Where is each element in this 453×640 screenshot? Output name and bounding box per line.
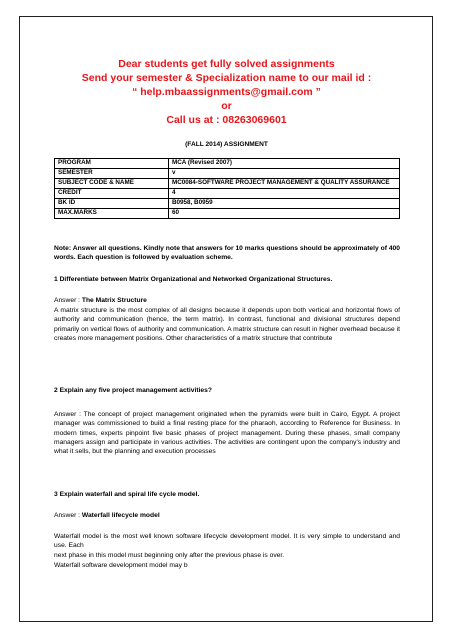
answer-3-prefix: Answer : bbox=[54, 512, 82, 519]
question-2: 2 Explain any five project management activities? bbox=[54, 387, 212, 394]
table-row bbox=[55, 199, 400, 209]
question-1: 1 Differentiate between Matrix Organizational and Networked Organizational Structures. bbox=[54, 276, 333, 283]
answer-1-text: A matrix structure is the most complex of all designs because it depends upon both vertical and horizontal flows of authority and communication (hence, the term matrix). In contrast, functional and divisional structures depend primarily on vertical flows of authority and communication. A matrix structure can result in higher overhead because it creates more management positions. Other characteristics of a matrix structure that contribute bbox=[54, 307, 400, 342]
table-key: PROGRAM bbox=[55, 159, 169, 169]
answer-1-prefix: Answer : bbox=[54, 297, 82, 304]
table-value: MCA (Revised 2007) bbox=[169, 159, 400, 169]
table-value: v bbox=[169, 169, 400, 179]
answer-3-para-3: Waterfall software development model may b bbox=[54, 562, 188, 569]
promo-or: or bbox=[221, 100, 232, 112]
answer-3-para-2: next phase in this model must beginning only after the previous phase is over. bbox=[54, 552, 285, 559]
answer-3-heading-line bbox=[54, 511, 400, 520]
promo-email: “ help.mbaassignments@gmail.com ” bbox=[132, 86, 321, 98]
answer-3-heading: Waterfall lifecycle model bbox=[81, 512, 160, 519]
promo-line-2: Send your semester & Specialization name to our mail id : bbox=[81, 72, 372, 84]
table-key: SEMESTER bbox=[55, 169, 169, 179]
table-row bbox=[55, 179, 400, 189]
table-row bbox=[55, 209, 400, 219]
table-row bbox=[55, 159, 400, 169]
answer-1-heading: The Matrix Structure bbox=[81, 297, 147, 304]
table-row bbox=[55, 189, 400, 199]
assignment-title: (FALL 2014) ASSIGNMENT bbox=[185, 141, 268, 148]
promo-line-1: Dear students get fully solved assignments bbox=[118, 58, 335, 70]
table-value: MC0084-SOFTWARE PROJECT MANAGEMENT & QUALITY ASSURANCE bbox=[169, 179, 400, 189]
table-key: MAX.MARKS bbox=[55, 209, 169, 219]
table-value: 4 bbox=[169, 189, 400, 199]
promo-banner bbox=[0, 57, 453, 127]
note-paragraph: Note: Answer all questions. Kindly note that answers for 10 marks questions should be approximately of 400 words. Each question is followed by evaluation scheme. bbox=[54, 245, 400, 262]
info-table bbox=[54, 158, 400, 219]
table-key: BK ID bbox=[55, 199, 169, 209]
promo-phone: Call us at : 08263069601 bbox=[166, 114, 287, 126]
table-value: 60 bbox=[169, 209, 400, 219]
question-3: 3 Explain waterfall and spiral life cycle model. bbox=[54, 491, 200, 498]
answer-2-text: Answer : The concept of project management originated when the pyramids were built in Cairo, Egypt. A project manager was commissioned to build a final resting place for the pharaoh, according to Reference for Business. In modern times, experts pinpoint five basic phases of project management. During these phases, small company managers assign and participate in various activities. The activities are contingent upon the company's industry and what it sells, but the planning and execution processes bbox=[54, 411, 400, 456]
answer-1-heading-line bbox=[54, 296, 400, 305]
table-key: CREDIT bbox=[55, 189, 169, 199]
table-row bbox=[55, 169, 400, 179]
table-value: B0958, B0959 bbox=[169, 199, 400, 209]
answer-3-para-1: Waterfall model is the most well known software lifecycle development model. It is very simple to understand and use. Each bbox=[54, 533, 400, 550]
table-key: SUBJECT CODE & NAME bbox=[55, 179, 169, 189]
